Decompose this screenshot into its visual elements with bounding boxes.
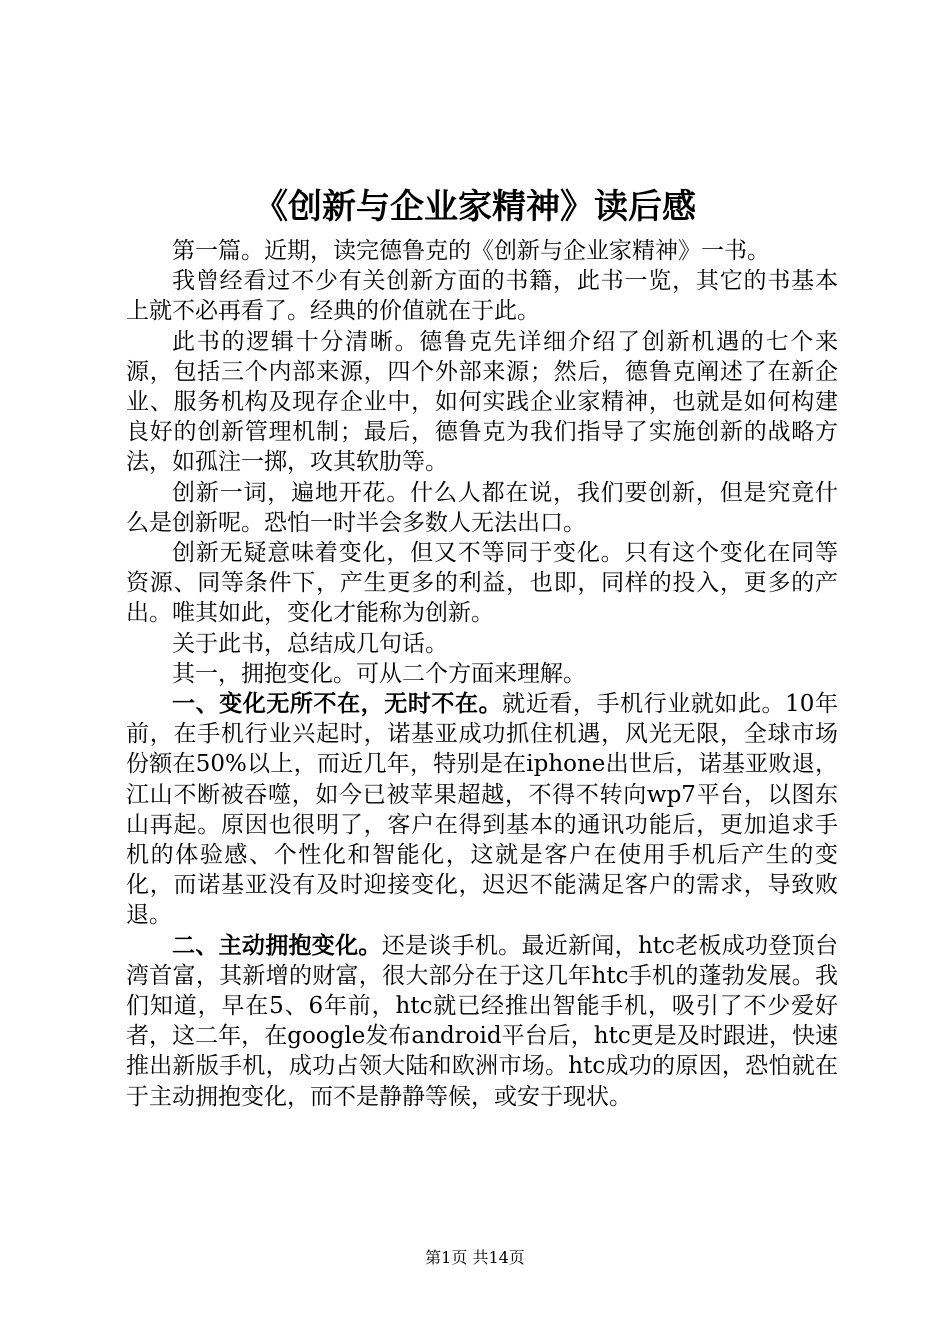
paragraph-heading: 一、变化无所不在，无时不在。 [172,690,503,718]
paragraph-text: 我曾经看过不少有关创新方面的书籍，此书一览，其它的书基本上就不必再看了。经典的价值就在于此。 [126,268,838,325]
page-footer: 第1页 共14页 [425,1248,525,1267]
paragraph [126,659,838,689]
paragraph-text: 创新一词，遍地开花。什么人都在说，我们要创新，但是究竟什么是创新呢。恐怕一时半会多数人无法出口。 [126,479,838,536]
paragraph-text: 第一篇。近期，读完德鲁克的《创新与企业家精神》一书。 [172,238,770,264]
document-title: 《创新与企业家精神》读后感 [254,187,696,227]
paragraph-text: 此书的逻辑十分清晰。德鲁克先详细介绍了创新机遇的七个来源，包括三个内部来源，四个外部来源；然后，德鲁克阐述了在新企业、服务机构及现存企业中，如何实践企业家精神，也就是如何构建良好的创新管理机制；最后，德鲁克为我们指导了实施创新的战略方法，如孤注一掷，攻其软肋等。 [126,328,838,476]
paragraph [126,629,838,659]
paragraph-text: 还是谈手机。最近新闻，htc老板成功登顶台湾首富，其新增的财富，很大部分在于这几年htc手机的蓬勃发展。我们知道，早在5、6年前，htc就已经推出智能手机，吸引了不少爱好者，这二年，在google发布android平台后，htc更是及时跟进，快速推出新版手机，成功占领大陆和欧洲市场。htc成功的原因，恐怕就在于主动拥抱变化，而不是静静等候，或安于现状。 [126,932,838,1110]
paragraph [126,327,838,478]
paragraph-text: 创新无疑意味着变化，但又不等同于变化。只有这个变化在同等资源、同等条件下，产生更多的利益，也即，同样的投入，更多的产出。唯其如此，变化才能称为创新。 [126,540,838,627]
paragraph-text: 关于此书，总结成几句话。 [172,630,448,657]
paragraph [126,236,838,266]
paragraph-heading: 二、主动拥抱变化。 [172,931,382,959]
paragraph [126,538,838,629]
document-body [126,236,838,1112]
paragraph-text: 就近看，手机行业就如此。10年前，在手机行业兴起时，诺基亚成功抓住机遇，风光无限，全球市场份额在50%以上，而近几年，特别是在iphone出世后，诺基亚败退，江山不断被吞噬，如今已被苹果超越，不得不转向wp7平台，以图东山再起。原因也很明了，客户在得到基本的通讯功能后，更加追求手机的体验感、个性化和智能化，这就是客户在使用手机后产生的变化，而诺基亚没有及时迎接变化，迟迟不能满足客户的需求，导致败退。 [126,691,838,929]
paragraph [126,266,838,326]
paragraph-text: 其一，拥抱变化。可从二个方面来理解。 [172,660,586,687]
paragraph [126,478,838,538]
paragraph [126,689,838,931]
paragraph [126,931,838,1112]
